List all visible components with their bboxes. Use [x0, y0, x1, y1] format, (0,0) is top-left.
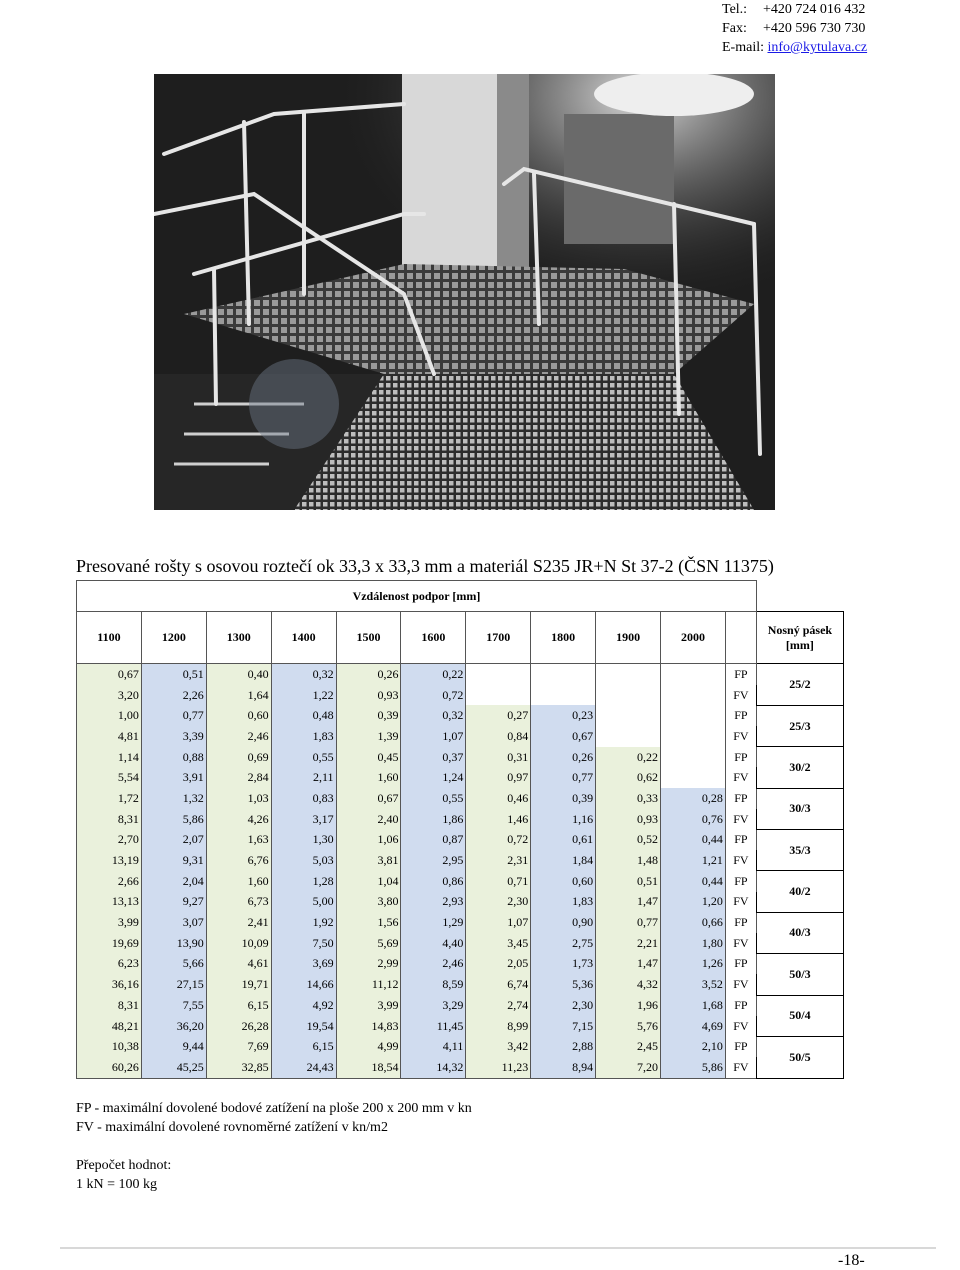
table-cell: 13,19 — [77, 850, 142, 871]
table-cell: 11,23 — [466, 1057, 531, 1078]
table-cell: 0,37 — [401, 747, 466, 768]
table-cell: 1,47 — [596, 954, 661, 975]
table-cell: 26,28 — [206, 1016, 271, 1037]
table-cell: 2,40 — [336, 809, 401, 830]
fp-label: FP — [725, 912, 756, 933]
table-cell: 0,33 — [596, 788, 661, 809]
table-cell: 8,31 — [77, 995, 142, 1016]
table-cell: 1,39 — [336, 726, 401, 747]
table-cell: 9,44 — [141, 1036, 206, 1057]
table-cell — [596, 664, 661, 685]
table-cell: 8,31 — [77, 809, 142, 830]
table-cell: 1,84 — [531, 850, 596, 871]
table-cell: 11,45 — [401, 1016, 466, 1037]
column-header-row — [77, 612, 844, 664]
table-cell: 10,38 — [77, 1036, 142, 1057]
table-cell: 0,51 — [141, 664, 206, 685]
table-cell: 6,74 — [466, 974, 531, 995]
fv-label: FV — [725, 767, 756, 788]
band-size: 30/3 — [756, 788, 843, 829]
table-cell: 2,93 — [401, 892, 466, 913]
conversion-heading: Přepočet hodnot: — [76, 1158, 172, 1173]
table-row — [77, 664, 844, 685]
table-cell: 7,20 — [596, 1057, 661, 1078]
column-header: 1900 — [596, 612, 661, 664]
table-cell: 2,66 — [77, 871, 142, 892]
page-number: -18- — [838, 1252, 865, 1269]
table-cell: 36,20 — [141, 1016, 206, 1037]
table-cell: 1,30 — [271, 830, 336, 851]
fv-label: FV — [725, 685, 756, 706]
fax-value: +420 596 730 730 — [763, 21, 866, 36]
table-cell: 1,46 — [466, 809, 531, 830]
table-cell: 0,93 — [336, 685, 401, 706]
email-link[interactable]: info@kytulava.cz — [767, 40, 868, 55]
staircase-photo — [154, 74, 775, 510]
table-cell: 0,86 — [401, 871, 466, 892]
table-cell: 0,84 — [466, 726, 531, 747]
table-cell: 1,60 — [206, 871, 271, 892]
table-row — [77, 954, 844, 975]
table-cell: 11,12 — [336, 974, 401, 995]
table-cell: 0,32 — [271, 664, 336, 685]
table-cell: 2,45 — [596, 1036, 661, 1057]
band-size: 25/3 — [756, 705, 843, 746]
table-cell: 0,88 — [141, 747, 206, 768]
table-cell: 6,15 — [206, 995, 271, 1016]
column-header: 1100 — [77, 612, 142, 664]
table-cell: 4,99 — [336, 1036, 401, 1057]
table-row — [77, 892, 844, 913]
table-cell: 6,76 — [206, 850, 271, 871]
table-cell — [596, 726, 661, 747]
table-cell: 5,36 — [531, 974, 596, 995]
table-cell: 2,30 — [531, 995, 596, 1016]
column-header: 1500 — [336, 612, 401, 664]
table-cell: 1,80 — [661, 933, 726, 954]
table-cell: 0,45 — [336, 747, 401, 768]
table-cell: 2,74 — [466, 995, 531, 1016]
band-size: 40/3 — [756, 912, 843, 953]
fp-label: FP — [725, 747, 756, 768]
table-cell: 3,99 — [77, 912, 142, 933]
table-cell: 1,06 — [336, 830, 401, 851]
table-cell: 3,29 — [401, 995, 466, 1016]
staircase-photo-drawing — [154, 74, 775, 510]
table-body — [77, 664, 844, 1079]
table-cell: 0,44 — [661, 871, 726, 892]
table-cell: 1,47 — [596, 892, 661, 913]
table-cell: 1,22 — [271, 685, 336, 706]
table-cell: 0,23 — [531, 705, 596, 726]
table-cell: 4,11 — [401, 1036, 466, 1057]
column-header: 1700 — [466, 612, 531, 664]
band-size: 25/2 — [756, 664, 843, 706]
table-cell — [661, 747, 726, 768]
table-cell: 1,29 — [401, 912, 466, 933]
column-header: 1800 — [531, 612, 596, 664]
fp-label: FP — [725, 664, 756, 685]
table-cell: 0,90 — [531, 912, 596, 933]
table-cell: 5,66 — [141, 954, 206, 975]
table-cell: 1,16 — [531, 809, 596, 830]
band-size: 35/3 — [756, 830, 843, 871]
fv-label: FV — [725, 1016, 756, 1037]
table-cell: 1,83 — [271, 726, 336, 747]
table-cell: 1,83 — [531, 892, 596, 913]
fv-label: FV — [725, 850, 756, 871]
table-cell: 0,67 — [336, 788, 401, 809]
table-row — [77, 871, 844, 892]
table-cell: 6,23 — [77, 954, 142, 975]
table-row — [77, 809, 844, 830]
table-cell — [661, 726, 726, 747]
table-cell: 14,66 — [271, 974, 336, 995]
table-cell: 2,70 — [77, 830, 142, 851]
table-cell: 0,52 — [596, 830, 661, 851]
table-cell: 3,42 — [466, 1036, 531, 1057]
table-cell — [596, 705, 661, 726]
table-cell: 0,76 — [661, 809, 726, 830]
table-row — [77, 767, 844, 788]
table-cell: 19,69 — [77, 933, 142, 954]
fv-label: FV — [725, 1057, 756, 1078]
column-header: 1600 — [401, 612, 466, 664]
table-row — [77, 685, 844, 706]
table-cell: 2,46 — [401, 954, 466, 975]
legend-fp: FP - maximální dovolené bodové zatížení na ploše 200 x 200 mm v kn — [76, 1101, 472, 1116]
table-cell: 0,55 — [271, 747, 336, 768]
table-cell — [661, 685, 726, 706]
table-cell: 3,80 — [336, 892, 401, 913]
table-cell: 0,87 — [401, 830, 466, 851]
column-header: 1200 — [141, 612, 206, 664]
fv-label: FV — [725, 974, 756, 995]
table-cell: 0,66 — [661, 912, 726, 933]
table-cell: 0,51 — [596, 871, 661, 892]
table-cell: 1,26 — [661, 954, 726, 975]
table-cell: 0,72 — [466, 830, 531, 851]
table-cell: 0,71 — [466, 871, 531, 892]
table-cell — [531, 685, 596, 706]
conversion-value: 1 kN = 100 kg — [76, 1177, 158, 1192]
table-cell: 3,39 — [141, 726, 206, 747]
table-row — [77, 1036, 844, 1057]
table-cell: 1,48 — [596, 850, 661, 871]
table-cell: 0,77 — [596, 912, 661, 933]
table-row — [77, 788, 844, 809]
table-cell: 3,07 — [141, 912, 206, 933]
email-label: E-mail: — [722, 40, 764, 55]
table-cell: 0,44 — [661, 830, 726, 851]
table-cell: 7,15 — [531, 1016, 596, 1037]
fv-label: FV — [725, 726, 756, 747]
table-cell: 0,46 — [466, 788, 531, 809]
fax-label: Fax: — [722, 21, 747, 36]
table-cell: 19,54 — [271, 1016, 336, 1037]
table-cell: 2,07 — [141, 830, 206, 851]
table-cell: 1,00 — [77, 705, 142, 726]
table-cell: 0,26 — [336, 664, 401, 685]
table-cell: 5,86 — [141, 809, 206, 830]
table-cell: 13,90 — [141, 933, 206, 954]
table-row — [77, 747, 844, 768]
table-cell: 2,05 — [466, 954, 531, 975]
column-header: 1400 — [271, 612, 336, 664]
fv-label: FV — [725, 809, 756, 830]
fp-label: FP — [725, 995, 756, 1016]
band-size: 50/5 — [756, 1036, 843, 1078]
table-cell: 0,60 — [206, 705, 271, 726]
fp-label: FP — [725, 830, 756, 851]
table-cell: 0,39 — [531, 788, 596, 809]
table-cell: 1,04 — [336, 871, 401, 892]
table-cell: 3,91 — [141, 767, 206, 788]
table-cell: 14,83 — [336, 1016, 401, 1037]
table-cell: 0,48 — [271, 705, 336, 726]
table-cell: 7,55 — [141, 995, 206, 1016]
table-cell: 2,41 — [206, 912, 271, 933]
table-cell: 1,96 — [596, 995, 661, 1016]
table-cell: 0,77 — [531, 767, 596, 788]
table-cell: 3,69 — [271, 954, 336, 975]
table-cell: 9,27 — [141, 892, 206, 913]
table-cell: 2,11 — [271, 767, 336, 788]
table-cell: 2,88 — [531, 1036, 596, 1057]
table-cell: 1,86 — [401, 809, 466, 830]
table-cell: 1,03 — [206, 788, 271, 809]
table-cell: 0,67 — [531, 726, 596, 747]
page-title: Presované rošty s osovou roztečí ok 33,3 x 33,3 mm a materiál S235 JR+N St 37-2 (ČSN 11375) — [76, 556, 774, 576]
table-cell: 2,26 — [141, 685, 206, 706]
fv-label: FV — [725, 933, 756, 954]
table-cell: 0,67 — [77, 664, 142, 685]
table-cell: 8,59 — [401, 974, 466, 995]
table-cell: 0,93 — [596, 809, 661, 830]
table-cell: 1,68 — [661, 995, 726, 1016]
table-cell: 0,97 — [466, 767, 531, 788]
table-cell: 27,15 — [141, 974, 206, 995]
legend-fv: FV - maximální dovolené rovnoměrné zatížení v kn/m2 — [76, 1120, 388, 1135]
table-cell: 5,86 — [661, 1057, 726, 1078]
table-cell: 2,46 — [206, 726, 271, 747]
table-cell: 7,50 — [271, 933, 336, 954]
table-cell: 24,43 — [271, 1057, 336, 1078]
table-cell: 3,45 — [466, 933, 531, 954]
table-cell: 0,32 — [401, 705, 466, 726]
table-row — [77, 1057, 844, 1078]
table-cell: 13,13 — [77, 892, 142, 913]
table-cell: 5,76 — [596, 1016, 661, 1037]
band-size: 40/2 — [756, 871, 843, 912]
table-cell — [531, 664, 596, 685]
table-cell: 6,73 — [206, 892, 271, 913]
fp-label: FP — [725, 871, 756, 892]
table-cell: 1,60 — [336, 767, 401, 788]
table-cell: 2,95 — [401, 850, 466, 871]
table-cell: 9,31 — [141, 850, 206, 871]
table-row — [77, 830, 844, 851]
table-cell: 2,31 — [466, 850, 531, 871]
legend — [76, 1099, 472, 1137]
table-cell: 0,26 — [531, 747, 596, 768]
table-cell: 0,27 — [466, 705, 531, 726]
table-cell: 4,26 — [206, 809, 271, 830]
table-cell: 1,72 — [77, 788, 142, 809]
table-cell: 45,25 — [141, 1057, 206, 1078]
table-cell: 1,56 — [336, 912, 401, 933]
table-row — [77, 1016, 844, 1037]
table-cell: 3,20 — [77, 685, 142, 706]
table-cell: 4,61 — [206, 954, 271, 975]
table-cell: 32,85 — [206, 1057, 271, 1078]
table-row — [77, 850, 844, 871]
table-row — [77, 933, 844, 954]
table-cell: 36,16 — [77, 974, 142, 995]
table-cell: 5,00 — [271, 892, 336, 913]
table-cell: 0,69 — [206, 747, 271, 768]
table-cell: 0,55 — [401, 788, 466, 809]
table-cell: 3,81 — [336, 850, 401, 871]
table-cell: 3,52 — [661, 974, 726, 995]
table-cell: 2,84 — [206, 767, 271, 788]
table-cell: 18,54 — [336, 1057, 401, 1078]
table-cell: 0,22 — [596, 747, 661, 768]
table-cell: 2,75 — [531, 933, 596, 954]
table-cell: 0,62 — [596, 767, 661, 788]
table-cell — [661, 664, 726, 685]
table-cell: 1,07 — [466, 912, 531, 933]
table-cell: 6,15 — [271, 1036, 336, 1057]
band-size: 30/2 — [756, 747, 843, 788]
table-cell: 0,31 — [466, 747, 531, 768]
table-cell: 0,83 — [271, 788, 336, 809]
table-cell: 1,92 — [271, 912, 336, 933]
table-cell: 3,99 — [336, 995, 401, 1016]
table-cell: 2,30 — [466, 892, 531, 913]
table-cell: 10,09 — [206, 933, 271, 954]
column-header: 1300 — [206, 612, 271, 664]
table-row — [77, 912, 844, 933]
table-cell: 1,28 — [271, 871, 336, 892]
table-cell: 2,21 — [596, 933, 661, 954]
fp-label: FP — [725, 788, 756, 809]
table-cell: 0,60 — [531, 871, 596, 892]
footer-divider — [60, 1247, 936, 1249]
table-cell: 0,39 — [336, 705, 401, 726]
table-cell: 5,54 — [77, 767, 142, 788]
tel-value: +420 724 016 432 — [763, 2, 866, 17]
table-cell: 60,26 — [77, 1057, 142, 1078]
table-cell: 8,99 — [466, 1016, 531, 1037]
table-cell: 0,22 — [401, 664, 466, 685]
table-cell — [466, 685, 531, 706]
band-size: 50/4 — [756, 995, 843, 1036]
table-cell: 4,69 — [661, 1016, 726, 1037]
table-cell: 48,21 — [77, 1016, 142, 1037]
table-cell: 1,64 — [206, 685, 271, 706]
table-cell: 19,71 — [206, 974, 271, 995]
table-cell: 1,07 — [401, 726, 466, 747]
table-cell — [596, 685, 661, 706]
conversion — [76, 1156, 171, 1194]
fp-label: FP — [725, 705, 756, 726]
fp-label: FP — [725, 1036, 756, 1057]
table-cell: 0,77 — [141, 705, 206, 726]
table-cell: 1,32 — [141, 788, 206, 809]
table-cell: 0,28 — [661, 788, 726, 809]
table-cell: 4,92 — [271, 995, 336, 1016]
table-cell: 0,61 — [531, 830, 596, 851]
table-cell: 5,03 — [271, 850, 336, 871]
table-cell: 8,94 — [531, 1057, 596, 1078]
table-cell: 2,04 — [141, 871, 206, 892]
table-cell: 1,63 — [206, 830, 271, 851]
table-cell: 4,40 — [401, 933, 466, 954]
table-cell: 2,99 — [336, 954, 401, 975]
table-cell — [661, 767, 726, 788]
table-cell: 0,72 — [401, 685, 466, 706]
tel-label: Tel.: — [722, 2, 748, 17]
fv-label: FV — [725, 892, 756, 913]
table-cell: 7,69 — [206, 1036, 271, 1057]
table-row — [77, 705, 844, 726]
band-header: Nosný pásek [mm] — [756, 612, 843, 664]
fp-label: FP — [725, 954, 756, 975]
table-cell: 2,10 — [661, 1036, 726, 1057]
table-cell: 5,69 — [336, 933, 401, 954]
table-cell: 1,24 — [401, 767, 466, 788]
table-cell: 1,21 — [661, 850, 726, 871]
table-row — [77, 995, 844, 1016]
band-size: 50/3 — [756, 954, 843, 995]
table-cell: 4,81 — [77, 726, 142, 747]
column-header: 2000 — [661, 612, 726, 664]
table-cell: 1,73 — [531, 954, 596, 975]
contact-block — [722, 0, 952, 57]
table-cell: 3,17 — [271, 809, 336, 830]
table-cell: 4,32 — [596, 974, 661, 995]
table-cell — [466, 664, 531, 685]
table-cell: 0,40 — [206, 664, 271, 685]
table-row — [77, 974, 844, 995]
table-cell: 1,14 — [77, 747, 142, 768]
span-header: Vzdálenost podpor [mm] — [77, 581, 757, 612]
load-table — [76, 580, 844, 1079]
table-cell: 1,20 — [661, 892, 726, 913]
table-cell: 14,32 — [401, 1057, 466, 1078]
table-row — [77, 726, 844, 747]
table-cell — [661, 705, 726, 726]
